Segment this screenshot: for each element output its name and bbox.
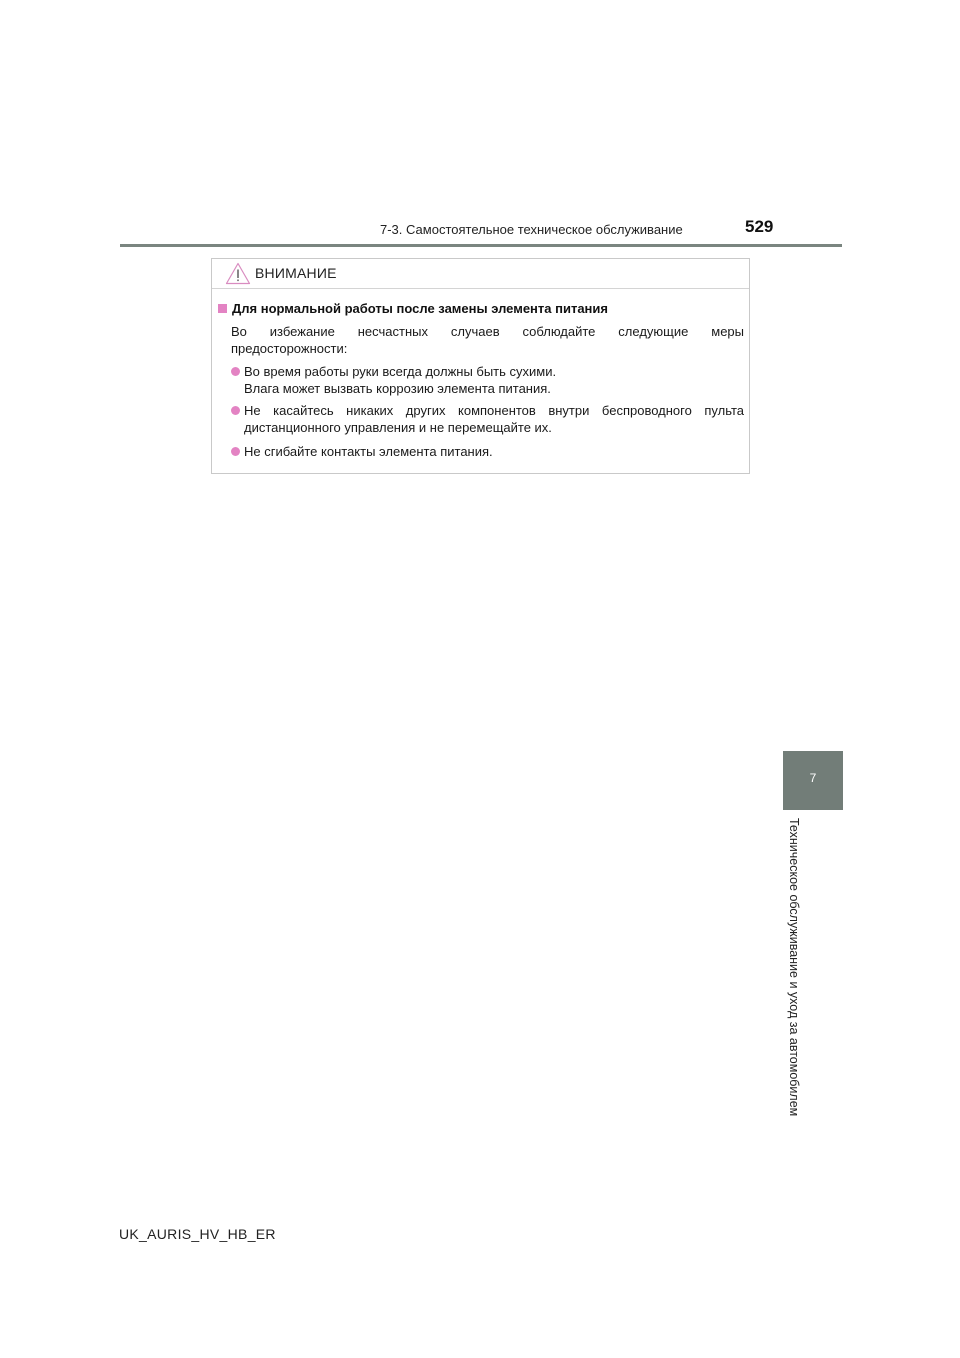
caution-subheading — [218, 301, 608, 316]
document-code: UK_AURIS_HV_HB_ER — [119, 1226, 276, 1242]
bullet-line: Во время работы руки всегда должны быть сухими. — [244, 364, 557, 379]
intro-line: предосторожности: — [231, 341, 348, 356]
bullet-line: дистанционного управления и не перемещайте их. — [244, 420, 552, 435]
page-number: 529 — [745, 217, 774, 236]
square-bullet-icon — [218, 304, 227, 313]
bullet-line: Не касайтесь никаких других компонентов внутри беспроводного пульта — [244, 403, 744, 418]
header-divider — [120, 244, 842, 247]
bullet-text — [244, 402, 744, 436]
bullet-item — [231, 363, 744, 397]
caution-header — [212, 259, 749, 289]
chapter-number: 7 — [809, 771, 817, 785]
bullet-text — [244, 363, 744, 397]
bullet-dot-icon — [231, 367, 240, 376]
bullet-dot-icon — [231, 406, 240, 415]
bullet-dot-icon — [231, 447, 240, 456]
bullet-item — [231, 402, 744, 436]
caution-title: ВНИМАНИЕ — [255, 265, 337, 281]
intro-paragraph — [231, 323, 744, 357]
bullet-text — [244, 443, 744, 460]
bullet-line: Влага может вызвать коррозию элемента питания. — [244, 381, 551, 396]
warning-triangle-icon — [225, 262, 251, 285]
bullet-item — [231, 443, 744, 460]
chapter-tab — [783, 751, 843, 810]
bullet-line: Не сгибайте контакты элемента питания. — [244, 444, 493, 459]
section-title: 7-3. Самостоятельное техническое обслуживание — [380, 222, 683, 237]
chapter-title-vertical: Техническое обслуживание и уход за автомобилем — [787, 818, 801, 1117]
intro-line: Во избежание несчастных случаев соблюдайте следующие меры — [231, 324, 744, 339]
subheading-text: Для нормальной работы после замены элемента питания — [232, 301, 608, 316]
caution-box — [211, 258, 750, 474]
